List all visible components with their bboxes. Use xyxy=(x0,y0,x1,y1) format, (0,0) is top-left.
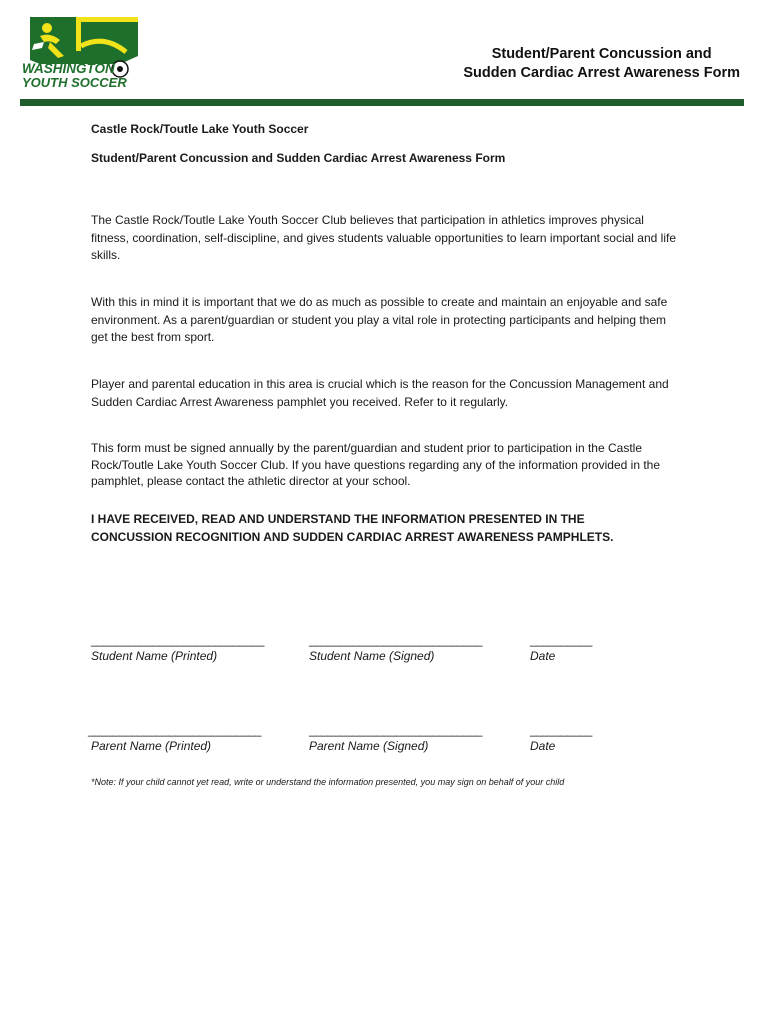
paragraph-1: The Castle Rock/Toutle Lake Youth Soccer Club believes that participation in athletics improves physical fitness, coordination, self-discipline, and gives students valuable opportunities to learn important social and life skills. xyxy=(91,213,676,262)
parent-name-printed-line[interactable]: ____________________________ xyxy=(88,723,261,737)
student-name-printed-line[interactable]: ____________________________ xyxy=(91,633,264,647)
paragraph-4: This form must be signed annually by the parent/guardian and student prior to participation in the Castle Rock/Toutle Lake Youth Soccer Club. If you have questions regarding any of the information provided in the pamphlet, please contact the athletic director at your school. xyxy=(91,441,661,488)
student-name-signed-label: Student Name (Signed) xyxy=(309,649,435,663)
header-title-line1: Student/Parent Concussion and xyxy=(491,46,712,62)
parent-name-signed-label: Parent Name (Signed) xyxy=(309,739,429,753)
parent-name-printed-label: Parent Name (Printed) xyxy=(91,739,212,753)
parent-date-label: Date xyxy=(530,739,556,753)
club-name: Castle Rock/Toutle Lake Youth Soccer xyxy=(91,122,309,136)
student-date-line[interactable]: __________ xyxy=(530,633,592,647)
logo-line1: WASHINGTON xyxy=(22,61,115,76)
form-title: Student/Parent Concussion and Sudden Cardiac Arrest Awareness Form xyxy=(91,151,506,165)
parent-date-line[interactable]: __________ xyxy=(530,723,592,737)
header-title-line2: Sudden Cardiac Arrest Awareness Form xyxy=(463,65,740,81)
logo-yellow-bar xyxy=(76,17,138,22)
header-divider xyxy=(20,99,744,106)
footnote: *Note: If your child cannot yet read, write or understand the information presented, you may sign on behalf of your child xyxy=(91,777,565,787)
parent-name-signed-line[interactable]: ____________________________ xyxy=(309,723,482,737)
logo-player-head xyxy=(42,23,52,33)
paragraph-2: With this in mind it is important that we do as much as possible to create and maintain an enjoyable and safe environment. As a parent/guardian or student you play a vital role in protecting participants and helping them get the best from sport. xyxy=(91,295,668,344)
header-title xyxy=(463,45,740,83)
washington-youth-soccer-logo xyxy=(20,14,142,90)
paragraph-3: Player and parental education in this area is crucial which is the reason for the Concussion Management and Sudden Cardiac Arrest Awareness pamphlet you received. Refer to it regularly. xyxy=(91,377,669,409)
student-name-printed-label: Student Name (Printed) xyxy=(91,649,218,663)
acknowledgement-statement: I HAVE RECEIVED, READ AND UNDERSTAND THE INFORMATION PRESENTED IN THE CONCUSSION RECOGNITION AND SUDDEN CARDIAC ARREST AWARENESS PAMPHLETS. xyxy=(91,512,614,544)
logo-line2: YOUTH SOCCER xyxy=(22,75,127,90)
student-date-label: Date xyxy=(530,649,556,663)
student-name-signed-line[interactable]: ____________________________ xyxy=(309,633,482,647)
